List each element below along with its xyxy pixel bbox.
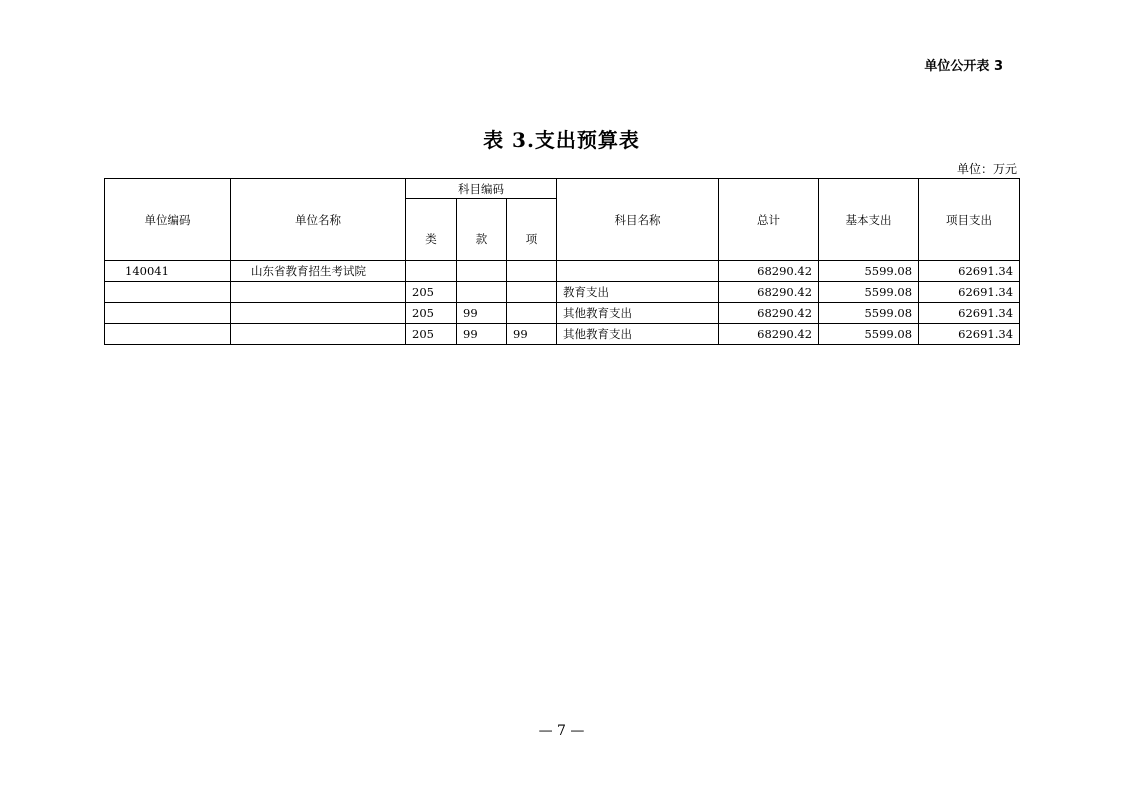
header-subject-name: 科目名称 xyxy=(557,179,719,261)
cell-unit-name xyxy=(231,282,406,303)
cell-subject-name: 其他教育支出 xyxy=(557,324,719,345)
cell-lei: 205 xyxy=(406,324,457,345)
cell-total: 68290.42 xyxy=(719,303,819,324)
table-row xyxy=(105,282,1020,303)
cell-unit-code xyxy=(105,282,231,303)
cell-unit-name xyxy=(231,303,406,324)
cell-lei xyxy=(406,261,457,282)
cell-subject-name: 教育支出 xyxy=(557,282,719,303)
cell-project: 62691.34 xyxy=(919,282,1020,303)
cell-unit-code: 140041 xyxy=(105,261,231,282)
cell-xiang xyxy=(507,261,557,282)
table-row xyxy=(105,261,1020,282)
header-unit-name: 单位名称 xyxy=(231,179,406,261)
cell-basic: 5599.08 xyxy=(819,282,919,303)
budget-table xyxy=(104,178,1020,345)
cell-project: 62691.34 xyxy=(919,303,1020,324)
page-title: 表 3.支出预算表 xyxy=(483,128,640,152)
cell-unit-code xyxy=(105,324,231,345)
cell-unit-name: 山东省教育招生考试院 xyxy=(231,261,406,282)
cell-total: 68290.42 xyxy=(719,324,819,345)
header-lei: 类 xyxy=(406,199,457,261)
header-project-expense: 项目支出 xyxy=(919,179,1020,261)
cell-project: 62691.34 xyxy=(919,324,1020,345)
table-row xyxy=(105,303,1020,324)
cell-basic: 5599.08 xyxy=(819,261,919,282)
cell-subject-name: 其他教育支出 xyxy=(557,303,719,324)
page-number: — 7 — xyxy=(538,723,585,739)
header-basic-expense: 基本支出 xyxy=(819,179,919,261)
table-number-label: 单位公开表 3 xyxy=(924,59,1003,74)
cell-unit-name xyxy=(231,324,406,345)
cell-kuan: 99 xyxy=(457,303,507,324)
cell-xiang xyxy=(507,282,557,303)
table-row xyxy=(105,324,1020,345)
cell-xiang xyxy=(507,303,557,324)
cell-basic: 5599.08 xyxy=(819,303,919,324)
cell-subject-name xyxy=(557,261,719,282)
cell-unit-code xyxy=(105,303,231,324)
header-unit-code: 单位编码 xyxy=(105,179,231,261)
header-subject-code: 科目编码 xyxy=(406,179,557,199)
cell-total: 68290.42 xyxy=(719,282,819,303)
cell-kuan xyxy=(457,261,507,282)
cell-kuan xyxy=(457,282,507,303)
cell-basic: 5599.08 xyxy=(819,324,919,345)
header-total: 总计 xyxy=(719,179,819,261)
cell-xiang: 99 xyxy=(507,324,557,345)
cell-lei: 205 xyxy=(406,303,457,324)
unit-label: 单位：万元 xyxy=(956,162,1017,176)
header-kuan: 款 xyxy=(457,199,507,261)
cell-kuan: 99 xyxy=(457,324,507,345)
header-xiang: 项 xyxy=(507,199,557,261)
cell-total: 68290.42 xyxy=(719,261,819,282)
cell-lei: 205 xyxy=(406,282,457,303)
cell-project: 62691.34 xyxy=(919,261,1020,282)
